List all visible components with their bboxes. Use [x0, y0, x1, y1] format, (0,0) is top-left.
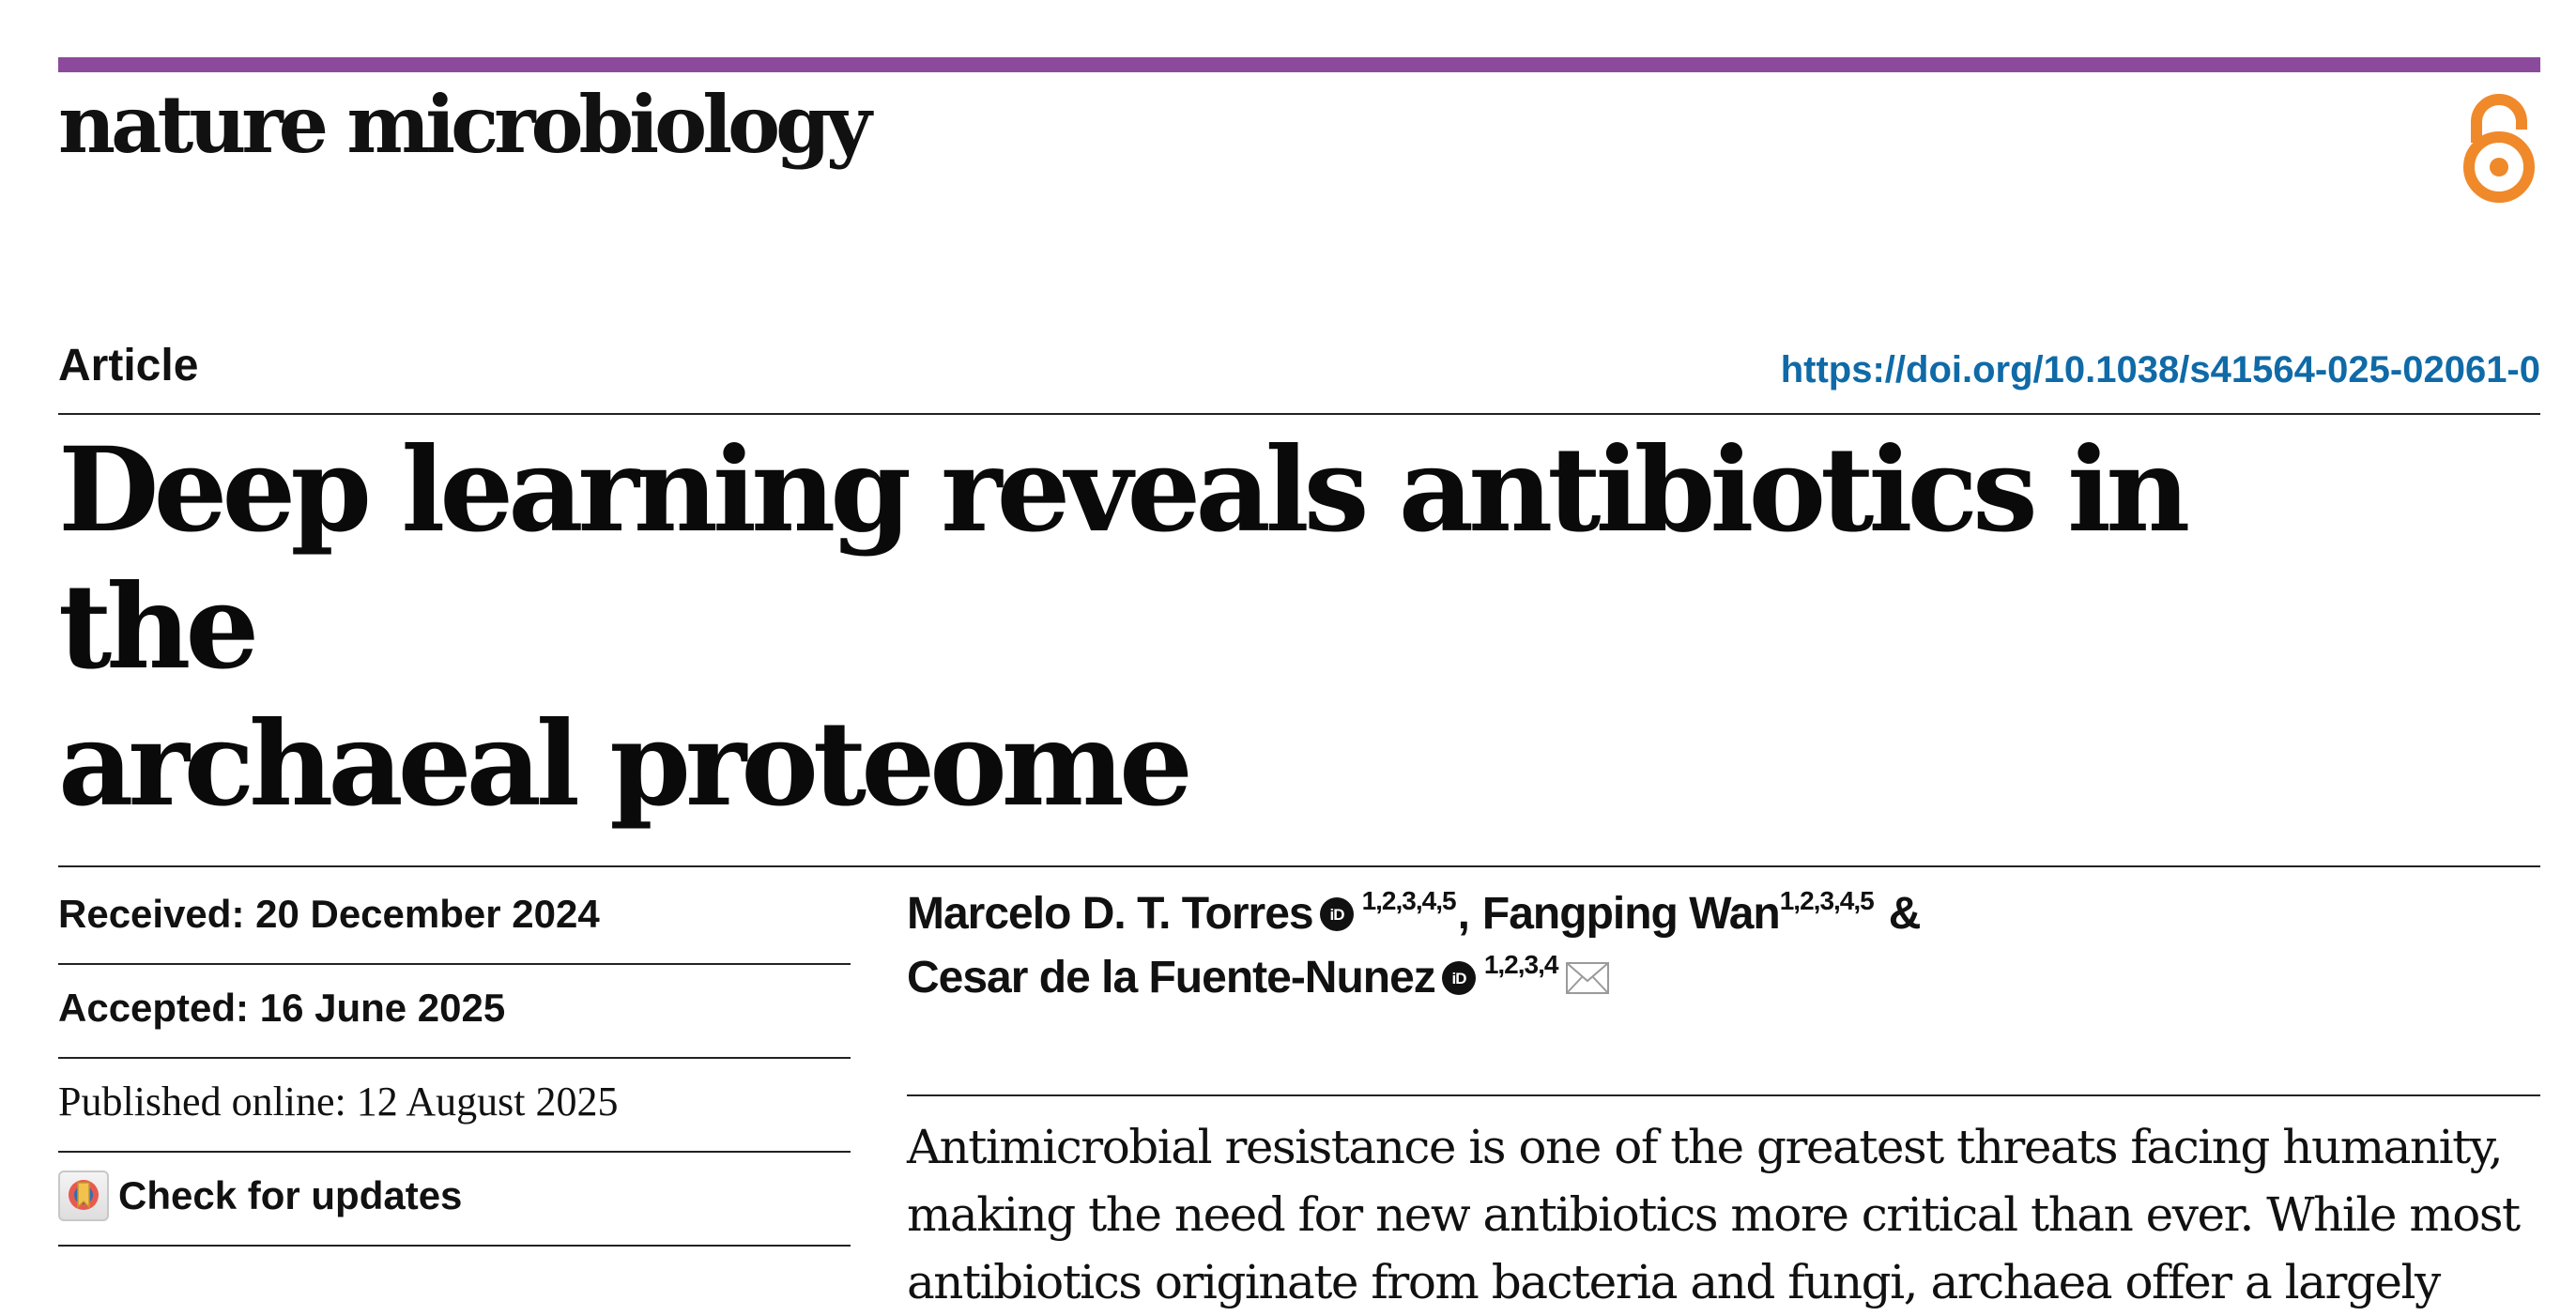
- svg-text:iD: iD: [1451, 970, 1466, 987]
- author-line: [907, 882, 2503, 946]
- meta-divider: [58, 1057, 851, 1059]
- author-separator: &: [1888, 889, 1921, 939]
- article-title-line: Deep learning reveals antibiotics in the: [58, 422, 2185, 696]
- journal-name[interactable]: nature microbiology: [58, 78, 867, 171]
- check-for-updates-icon: [58, 1171, 109, 1221]
- header-divider: [58, 413, 2540, 415]
- author-affiliations: 1,2,3,4: [1483, 950, 1558, 979]
- author-line: [907, 946, 2503, 1010]
- abstract-line: Antimicrobial resistance is one of the greatest threats facing humanity,: [907, 1120, 2503, 1174]
- orcid-icon[interactable]: [1441, 960, 1477, 996]
- author-affiliations: 1,2,3,4,5: [1361, 886, 1456, 915]
- abstract-line: antibiotics originate from bacteria and fungi, archaea offer a largely: [907, 1255, 2440, 1309]
- accepted-date: Accepted: 16 June 2025: [58, 986, 506, 1030]
- author-name[interactable]: Marcelo D. T. Torres: [907, 889, 1313, 939]
- author-name[interactable]: Fangping Wan: [1481, 889, 1780, 939]
- author-list: [907, 882, 2503, 1010]
- author-affiliations: 1,2,3,4,5: [1779, 886, 1874, 915]
- abstract-divider: [907, 1094, 2540, 1096]
- svg-text:iD: iD: [1329, 906, 1344, 924]
- author-name[interactable]: Cesar de la Fuente-Nunez: [907, 953, 1435, 1002]
- published-date: Published online: 12 August 2025: [58, 1079, 619, 1125]
- email-envelope-icon[interactable]: [1565, 960, 1610, 996]
- meta-divider: [58, 1151, 851, 1153]
- orcid-icon[interactable]: [1319, 896, 1355, 932]
- article-title: [58, 422, 2311, 834]
- meta-divider: [58, 1245, 851, 1247]
- author-separator: ,: [1457, 889, 1469, 939]
- check-for-updates-button[interactable]: [58, 1168, 851, 1224]
- metadata-divider: [58, 865, 2540, 867]
- doi-link[interactable]: https://doi.org/10.1038/s41564-025-02061-0: [1780, 349, 2540, 390]
- abstract: [907, 1113, 2540, 1316]
- journal-brand-bar: [58, 57, 2540, 72]
- open-access-lock-icon: [2458, 84, 2540, 207]
- article-type: Article: [58, 341, 199, 390]
- received-date: Received: 20 December 2024: [58, 892, 600, 936]
- meta-divider: [58, 963, 851, 965]
- article-title-line: archaeal proteome: [58, 696, 1188, 833]
- check-for-updates-label: Check for updates: [118, 1173, 463, 1217]
- abstract-line: making the need for new antibiotics more critical than ever. While most: [907, 1187, 2520, 1242]
